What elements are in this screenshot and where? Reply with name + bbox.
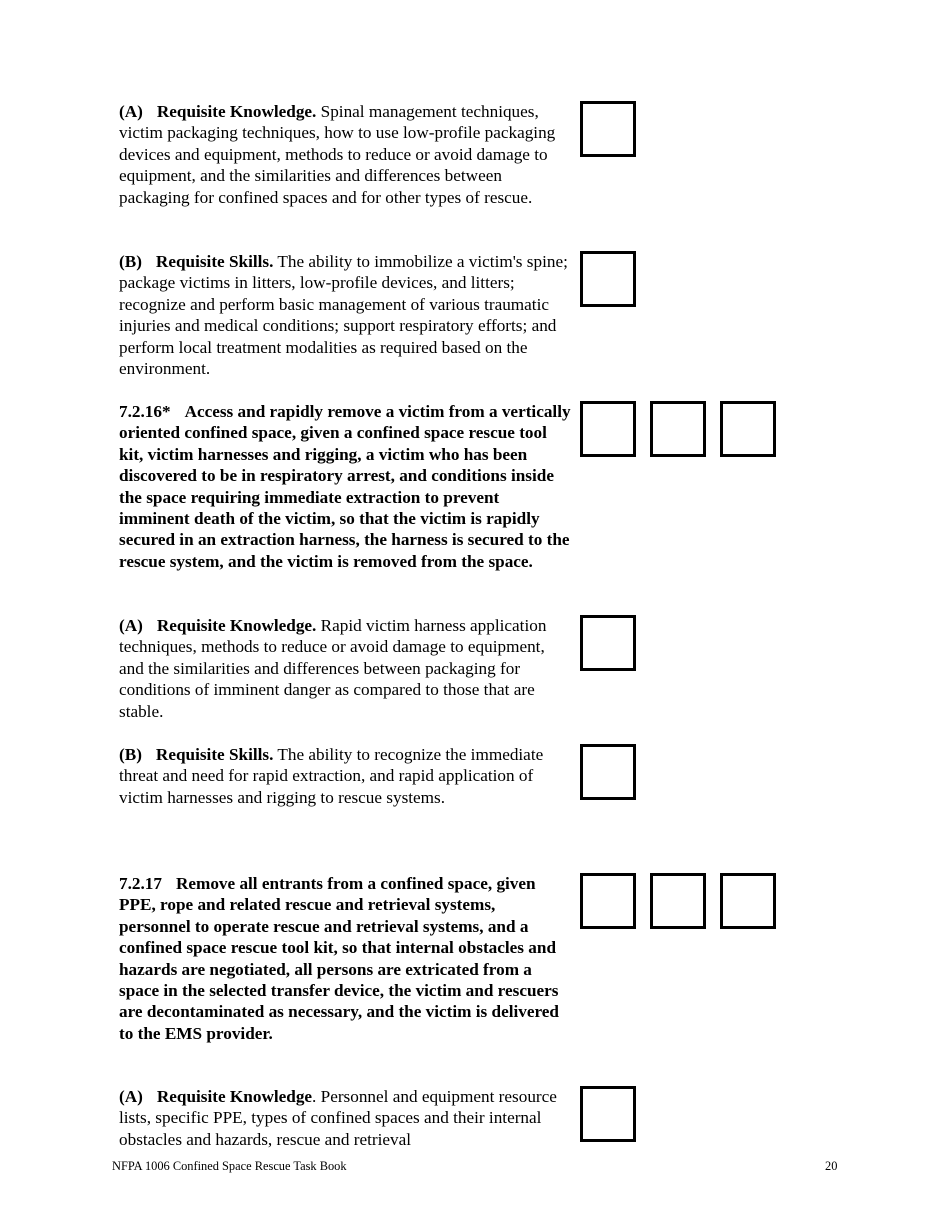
section-7-2-15-skills <box>119 251 571 379</box>
jpr-text: Access and rapidly remove a victim from a vertically oriented confined space, given a confined space rescue tool kit, victim harnesses and rigging, a victim who has been discovered to be in respiratory arrest, and conditions inside the space requiring immediate extraction to prevent imminent death of the victim, so that the victim is rapidly secured in an extraction harness, the harness is secured to the rescue system, and the victim is removed from the space. <box>119 402 571 571</box>
item-text: The ability to recognize the immediate threat and need for rapid extraction, and rapid application of victim harnesses and rigging to rescue systems. <box>119 745 544 807</box>
item-heading: Requisite Skills. <box>155 745 274 764</box>
item-text: Rapid victim harness application techniques, methods to reduce or avoid damage to equipment, and the similarities and differences between packaging for conditions of imminent danger as compared to those that are stable. <box>119 616 547 721</box>
signoff-checkbox[interactable] <box>650 401 706 457</box>
item-text: The ability to immobilize a victim's spine; package victims in litters, low-profile devices, and litters; recognize and perform basic management of various traumatic injuries and medical conditions; support respiratory efforts; and perform local treatment modalities as required based on the environment. <box>119 252 568 379</box>
signoff-checkbox[interactable] <box>580 873 636 929</box>
item-label: (B) <box>119 252 142 271</box>
section-7-2-16-skills <box>119 744 571 808</box>
jpr-number: 7.2.16* <box>119 402 171 421</box>
item-label: (A) <box>119 616 143 635</box>
item-heading: Requisite Skills. <box>155 252 274 271</box>
section-7-2-16-knowledge <box>119 615 571 722</box>
item-label: (A) <box>119 1087 143 1106</box>
item-label: (A) <box>119 102 143 121</box>
item-heading: Requisite Knowledge <box>156 1087 313 1106</box>
item-heading: Requisite Knowledge. <box>156 616 317 635</box>
footer-title: NFPA 1006 Confined Space Rescue Task Book <box>112 1159 347 1173</box>
section-7-2-17-knowledge <box>119 1086 571 1150</box>
jpr-text: Remove all entrants from a confined space, given PPE, rope and related rescue and retrieval systems, personnel to operate rescue and retrieval systems, and a confined space rescue tool kit, so that internal obstacles and hazards are negotiated, all persons are extricated from a space in the selected transfer device, the victim and rescuers are decontaminated as necessary, and the victim is delivered to the EMS provider. <box>119 874 559 1043</box>
item-label: (B) <box>119 745 142 764</box>
signoff-checkbox[interactable] <box>650 873 706 929</box>
signoff-checkbox[interactable] <box>720 401 776 457</box>
signoff-checkbox[interactable] <box>580 615 636 671</box>
section-7-2-17 <box>119 873 571 1044</box>
signoff-checkbox[interactable] <box>720 873 776 929</box>
item-heading: Requisite Knowledge. <box>156 102 317 121</box>
jpr-number: 7.2.17 <box>119 874 162 893</box>
section-7-2-16 <box>119 401 571 572</box>
signoff-checkbox[interactable] <box>580 101 636 157</box>
signoff-checkbox[interactable] <box>580 401 636 457</box>
page-number: 20 <box>825 1159 838 1173</box>
signoff-checkbox[interactable] <box>580 251 636 307</box>
section-7-2-15-knowledge <box>119 101 571 208</box>
signoff-checkbox[interactable] <box>580 744 636 800</box>
item-text: Spinal management techniques, victim packaging techniques, how to use low-profile packaging devices and equipment, methods to reduce or avoid damage to equipment, and the similarities and differences between packaging for confined spaces and for other types of rescue. <box>119 102 556 207</box>
signoff-checkbox[interactable] <box>580 1086 636 1142</box>
item-text: . Personnel and equipment resource lists, specific PPE, types of confined spaces and their internal obstacles and hazards, rescue and retrieval <box>119 1087 557 1149</box>
